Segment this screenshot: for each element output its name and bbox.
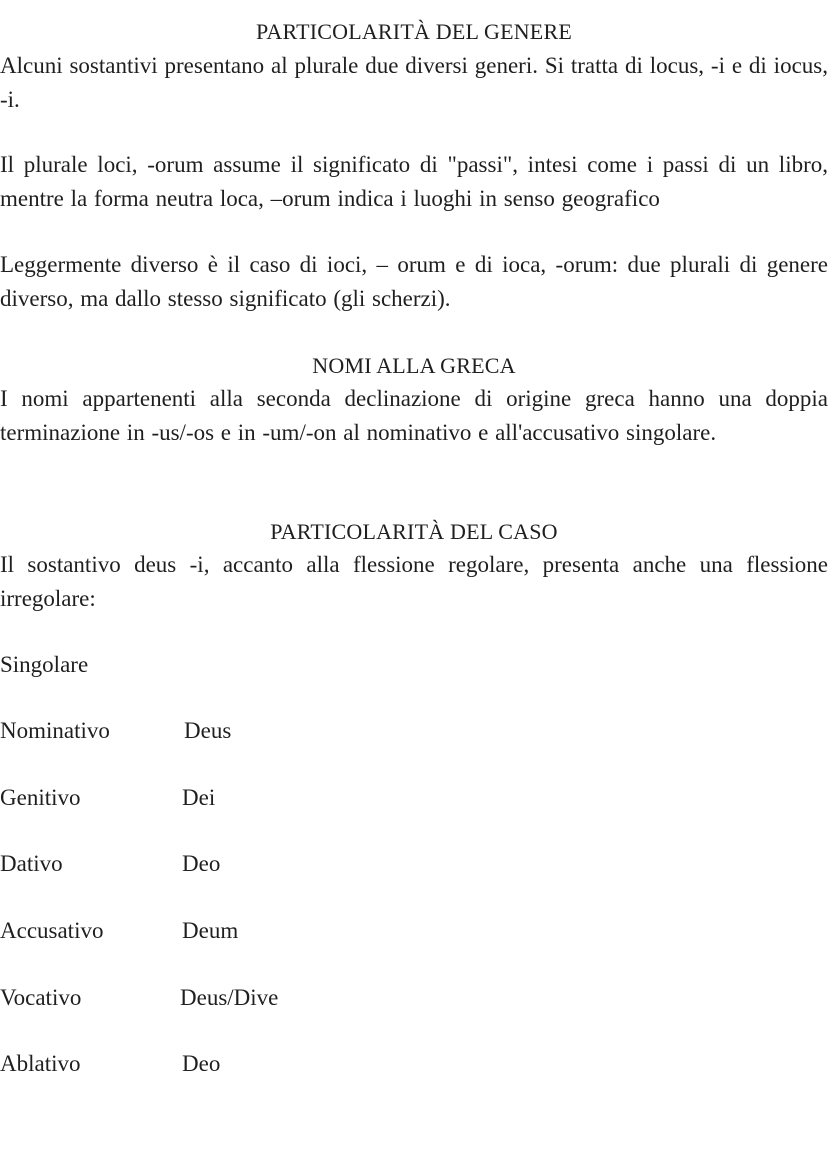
case-form: Deum [182,918,239,943]
section-title-greek: NOMI ALLA GRECA [312,353,516,378]
case-name: Accusativo [0,918,104,943]
number-label-singular: Singolare [0,652,89,677]
declension-row [0,781,828,814]
case-form: Deo [182,1051,221,1076]
case-form: Deo [182,851,221,876]
declension-row [0,1047,828,1080]
section-title-case: PARTICOLARITÀ DEL CASO [270,519,558,544]
case-name: Vocativo [0,985,82,1010]
declension-row [0,847,828,880]
case-paragraph-1: Il sostantivo deus -i, accanto alla flessione regolare, presenta anche una flessione irregolare: [0,552,828,611]
case-form: Deus/Dive [180,985,279,1010]
case-name: Genitivo [0,785,81,810]
case-name: Dativo [0,851,63,876]
case-name: Nominativo [0,718,110,743]
declension-row [0,714,828,747]
section-title-gender: PARTICOLARITÀ DEL GENERE [256,19,572,44]
gender-paragraph-1: Alcuni sostantivi presentano al plurale due diversi generi. Si tratta di locus, -i e di iocus, -i. [0,53,828,112]
case-form: Deus [184,718,232,743]
case-form: Dei [182,785,216,810]
case-name: Ablativo [0,1051,81,1076]
greek-paragraph-1: I nomi appartenenti alla seconda declinazione di origine greca hanno una doppia terminazione in -us/-os e in -um/-on al nominativo e all'accusativo singolare. [0,386,828,445]
gender-paragraph-3: Leggermente diverso è il caso di ioci, – orum e di ioca, -orum: due plurali di genere diverso, ma dallo stesso significato (gli scherzi). [0,252,828,311]
gender-paragraph-2: Il plurale loci, -orum assume il significato di "passi", intesi come i passi di un libro, mentre la forma neutra loca, –orum indica i luoghi in senso geografico [0,152,828,211]
declension-row [0,914,828,947]
declension-row [0,981,828,1014]
